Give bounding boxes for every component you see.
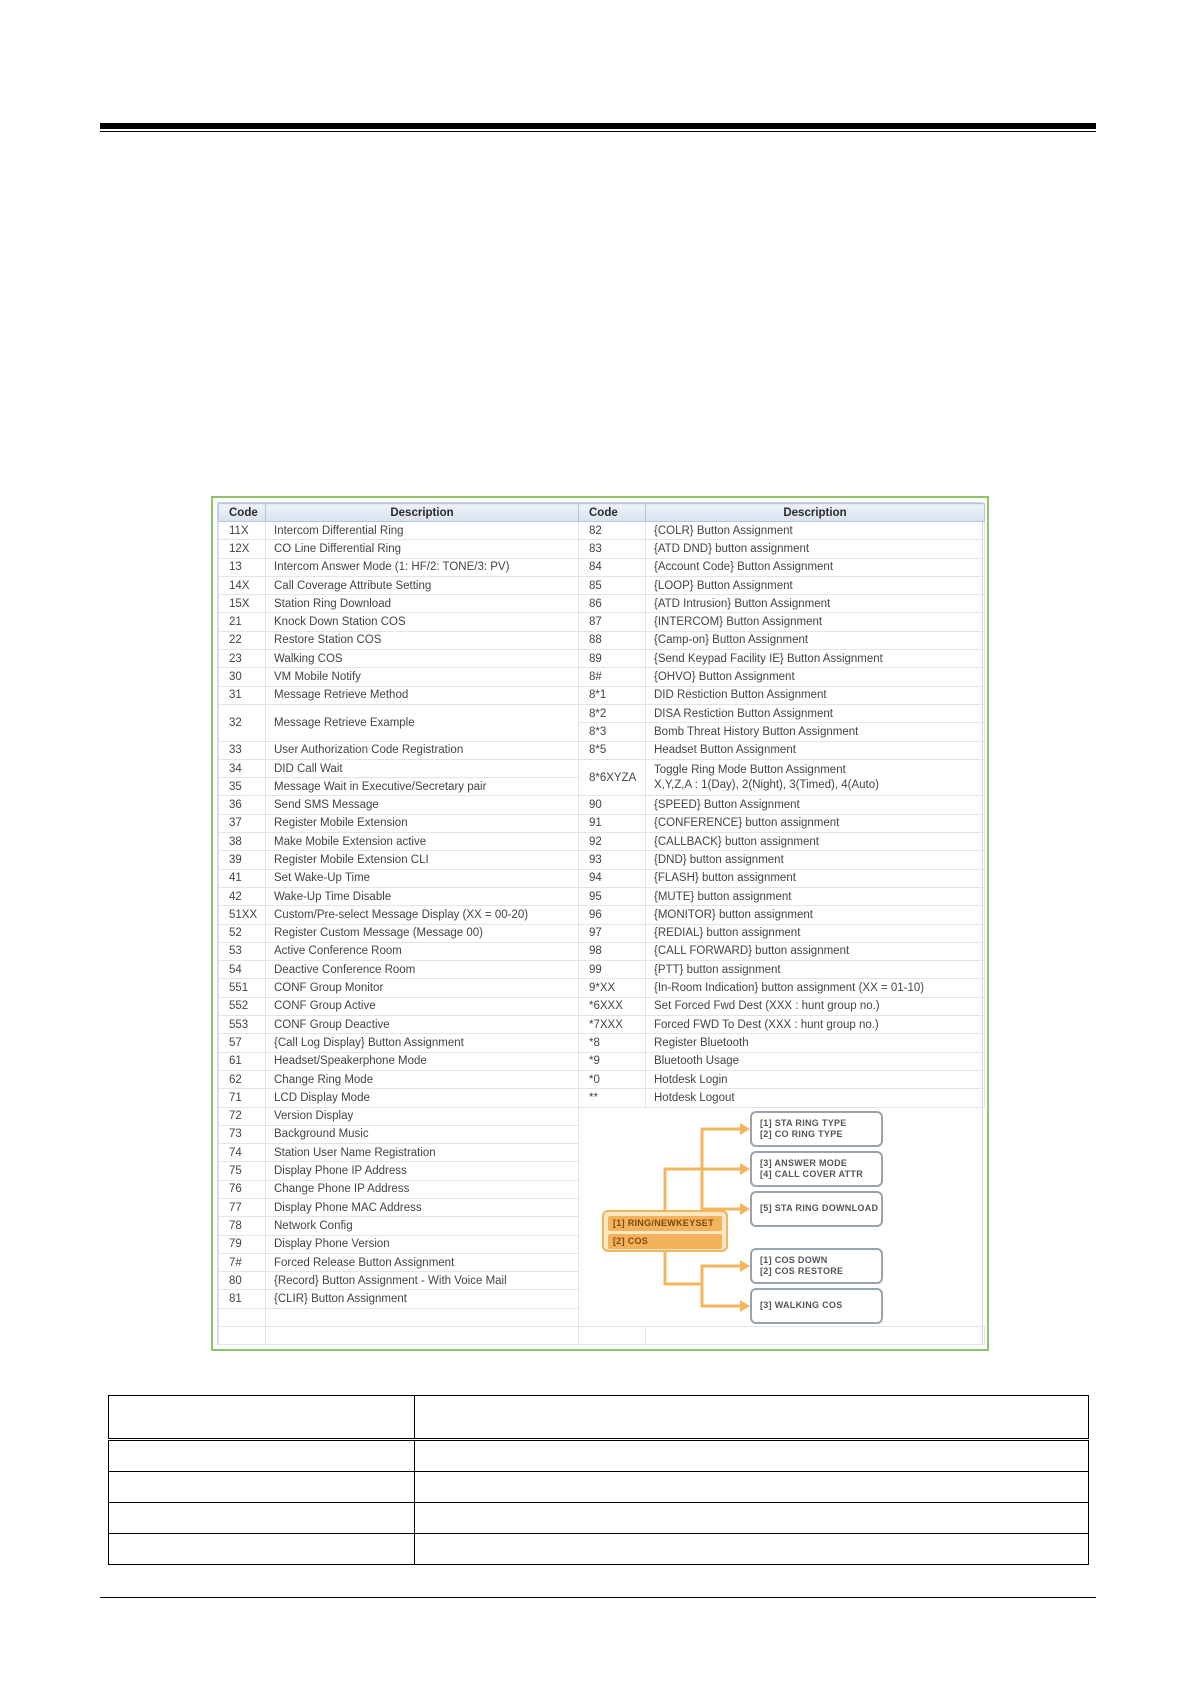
description-cell: Message Retrieve Method — [266, 686, 579, 704]
description-line-2: X,Y,Z,A : 1(Day), 2(Night), 3(Timed), 4(Auto) — [654, 778, 879, 791]
table-header-row — [219, 504, 985, 522]
table-row — [219, 558, 985, 576]
description-cell: Display Phone IP Address — [266, 1162, 579, 1180]
table-row — [219, 979, 985, 997]
description-cell: {Call Log Display} Button Assignment — [266, 1034, 579, 1052]
code-cell: 30 — [219, 668, 266, 686]
table-row — [219, 613, 985, 631]
description-cell: Message Retrieve Example — [266, 704, 579, 741]
code-cell: 21 — [219, 613, 266, 631]
description-cell: User Authorization Code Registration — [266, 741, 579, 759]
code-cell: 97 — [579, 924, 646, 942]
description-cell: Display Phone MAC Address — [266, 1198, 579, 1216]
submenu-line: [4] CALL COVER ATTR — [760, 1169, 864, 1179]
code-cell: 32 — [219, 704, 266, 741]
submenu-box-ring-type — [750, 1111, 883, 1147]
code-cell: 80 — [219, 1272, 266, 1290]
code-cell: 62 — [219, 1070, 266, 1088]
code-cell: 8*2 — [579, 704, 646, 722]
arrowhead — [740, 1260, 750, 1272]
form-table-header-row — [109, 1396, 1089, 1440]
form-header-cell — [109, 1396, 415, 1440]
code-cell: 552 — [219, 997, 266, 1015]
code-cell: 7# — [219, 1253, 266, 1271]
table-row — [219, 1089, 985, 1107]
code-cell: 98 — [579, 942, 646, 960]
arrowhead — [740, 1123, 750, 1135]
description-cell: {REDIAL} button assignment — [646, 924, 985, 942]
description-cell: Network Config — [266, 1217, 579, 1235]
code-cell: 89 — [579, 650, 646, 668]
table-row — [219, 997, 985, 1015]
submenu-line: [2] COS RESTORE — [760, 1266, 844, 1276]
arrow-line — [702, 1284, 740, 1306]
description-cell: Forced FWD To Dest (XXX : hunt group no.) — [646, 1016, 985, 1034]
code-cell: 82 — [579, 522, 646, 540]
table-row — [219, 906, 985, 924]
description-cell: Send SMS Message — [266, 796, 579, 814]
description-cell: {CLIR} Button Assignment — [266, 1290, 579, 1308]
header-rule-thin — [100, 131, 1096, 132]
code-cell: *8 — [579, 1034, 646, 1052]
code-cell: 74 — [219, 1144, 266, 1162]
code-cell: 12X — [219, 540, 266, 558]
description-cell: Register Custom Message (Message 00) — [266, 924, 579, 942]
code-cell: 36 — [219, 796, 266, 814]
code-cell: 33 — [219, 741, 266, 759]
form-table-row — [109, 1503, 1089, 1534]
code-cell: 90 — [579, 796, 646, 814]
form-table-row — [109, 1440, 1089, 1472]
code-cell: 73 — [219, 1125, 266, 1143]
code-cell: 85 — [579, 576, 646, 594]
description-cell: {PTT} button assignment — [646, 961, 985, 979]
table-row — [219, 576, 985, 594]
arrow-line — [702, 1169, 740, 1209]
code-cell: 83 — [579, 540, 646, 558]
description-cell: Make Mobile Extension active — [266, 833, 579, 851]
empty-cell — [266, 1308, 579, 1326]
code-cell: 95 — [579, 887, 646, 905]
arrow-line — [665, 1252, 740, 1284]
description-cell: {MUTE} button assignment — [646, 887, 985, 905]
description-cell: Register Mobile Extension — [266, 814, 579, 832]
table-row — [219, 668, 985, 686]
table-row — [219, 1016, 985, 1034]
form-cell — [109, 1534, 415, 1565]
code-cell: 42 — [219, 887, 266, 905]
table-row — [219, 540, 985, 558]
table-row — [219, 1034, 985, 1052]
description-cell: {ATD Intrusion} Button Assignment — [646, 595, 985, 613]
description-cell: CO Line Differential Ring — [266, 540, 579, 558]
description-cell: Restore Station COS — [266, 631, 579, 649]
description-cell: Intercom Differential Ring — [266, 522, 579, 540]
submenu-line: [5] STA RING DOWNLOAD — [760, 1203, 879, 1213]
code-cell: 551 — [219, 979, 266, 997]
description-cell: {OHVO} Button Assignment — [646, 668, 985, 686]
description-cell: {SPEED} Button Assignment — [646, 796, 985, 814]
code-cell: 41 — [219, 869, 266, 887]
code-cell: 13 — [219, 558, 266, 576]
form-cell — [109, 1472, 415, 1503]
code-cell: 8# — [579, 668, 646, 686]
table-row — [219, 833, 985, 851]
code-cell: 79 — [219, 1235, 266, 1253]
code-cell: 37 — [219, 814, 266, 832]
code-cell: *0 — [579, 1070, 646, 1088]
code-cell: 8*1 — [579, 686, 646, 704]
code-cell: 77 — [219, 1198, 266, 1216]
code-list-screenshot — [211, 496, 989, 1351]
description-cell: Call Coverage Attribute Setting — [266, 576, 579, 594]
code-cell: 93 — [579, 851, 646, 869]
header-code-left: Code — [219, 504, 266, 522]
description-cell: {INTERCOM} Button Assignment — [646, 613, 985, 631]
form-header-cell — [414, 1396, 1088, 1440]
table-row — [219, 869, 985, 887]
code-cell: 72 — [219, 1107, 266, 1125]
header-description-left: Description — [266, 504, 579, 522]
ring-cos-menu-diagram — [580, 1109, 980, 1352]
description-cell: {LOOP} Button Assignment — [646, 576, 985, 594]
form-table-row — [109, 1534, 1089, 1565]
description-cell: CONF Group Monitor — [266, 979, 579, 997]
description-line-1: Toggle Ring Mode Button Assignment — [654, 763, 846, 776]
code-cell: 8*3 — [579, 723, 646, 741]
arrowhead — [740, 1300, 750, 1312]
code-cell: 81 — [219, 1290, 266, 1308]
description-cell: {Camp-on} Button Assignment — [646, 631, 985, 649]
form-cell — [414, 1440, 1088, 1472]
description-cell: Bluetooth Usage — [646, 1052, 985, 1070]
form-cell — [109, 1503, 415, 1534]
table-row — [219, 942, 985, 960]
submenu-box-answer-mode — [750, 1151, 883, 1187]
submenu-line: [3] ANSWER MODE — [760, 1158, 848, 1168]
code-cell: 71 — [219, 1089, 266, 1107]
main-menu-box — [602, 1210, 728, 1252]
description-cell: Register Bluetooth — [646, 1034, 985, 1052]
form-cell — [414, 1472, 1088, 1503]
table-row — [219, 961, 985, 979]
table-row — [219, 851, 985, 869]
table-row — [219, 887, 985, 905]
table-row — [219, 814, 985, 832]
description-cell: Headset Button Assignment — [646, 741, 985, 759]
code-cell: 9*XX — [579, 979, 646, 997]
description-cell: Bomb Threat History Button Assignment — [646, 723, 985, 741]
description-cell: Deactive Conference Room — [266, 961, 579, 979]
empty-cell — [219, 1326, 266, 1344]
code-cell: 38 — [219, 833, 266, 851]
submenu-line: [2] CO RING TYPE — [760, 1129, 843, 1139]
code-cell: 53 — [219, 942, 266, 960]
submenu-box-ring-download — [750, 1191, 883, 1227]
description-cell: Walking COS — [266, 650, 579, 668]
description-cell: {COLR} Button Assignment — [646, 522, 985, 540]
code-cell: 75 — [219, 1162, 266, 1180]
description-cell: {CONFERENCE} button assignment — [646, 814, 985, 832]
submenu-line: [1] COS DOWN — [760, 1255, 828, 1265]
code-cell: 76 — [219, 1180, 266, 1198]
description-cell: Station Ring Download — [266, 595, 579, 613]
description-cell: Active Conference Room — [266, 942, 579, 960]
screenshot-inner — [217, 502, 983, 1345]
code-cell: 99 — [579, 961, 646, 979]
description-cell: Set Wake-Up Time — [266, 869, 579, 887]
description-cell: Intercom Answer Mode (1: HF/2: TONE/3: PV) — [266, 558, 579, 576]
empty-cell — [219, 1308, 266, 1326]
form-cell — [414, 1534, 1088, 1565]
menu-item-ring-newkeyset: [1] RING/NEWKEYSET — [608, 1216, 722, 1231]
code-cell: 14X — [219, 576, 266, 594]
description-cell: {Send Keypad Facility IE} Button Assignment — [646, 650, 985, 668]
code-cell: 8*6XYZA — [579, 759, 646, 796]
arrowhead — [740, 1163, 750, 1175]
code-cell: *7XXX — [579, 1016, 646, 1034]
table-row — [219, 759, 985, 777]
menu-item-cos: [2] COS — [608, 1234, 722, 1249]
description-cell: CONF Group Active — [266, 997, 579, 1015]
code-cell: *9 — [579, 1052, 646, 1070]
header-code-right: Code — [579, 504, 646, 522]
description-cell: Forced Release Button Assignment — [266, 1253, 579, 1271]
code-cell: 15X — [219, 595, 266, 613]
code-cell: 35 — [219, 778, 266, 796]
description-cell: Message Wait in Executive/Secretary pair — [266, 778, 579, 796]
empty-form-table — [108, 1395, 1089, 1565]
description-cell: {MONITOR} button assignment — [646, 906, 985, 924]
code-cell: ** — [579, 1089, 646, 1107]
submenu-box-cos-down — [750, 1248, 883, 1284]
header-rule — [100, 123, 1096, 129]
code-cell: *6XXX — [579, 997, 646, 1015]
code-cell: 61 — [219, 1052, 266, 1070]
description-cell: LCD Display Mode — [266, 1089, 579, 1107]
description-cell: DID Restiction Button Assignment — [646, 686, 985, 704]
form-cell — [109, 1440, 415, 1472]
table-row — [219, 522, 985, 540]
code-cell: 92 — [579, 833, 646, 851]
description-cell: Set Forced Fwd Dest (XXX : hunt group no.) — [646, 997, 985, 1015]
description-cell: Register Mobile Extension CLI — [266, 851, 579, 869]
code-cell: 23 — [219, 650, 266, 668]
description-cell-two-line — [646, 759, 985, 796]
table-row — [219, 1052, 985, 1070]
table-row — [219, 595, 985, 613]
code-cell: 57 — [219, 1034, 266, 1052]
code-cell: 39 — [219, 851, 266, 869]
description-cell: Custom/Pre-select Message Display (XX = 00-20) — [266, 906, 579, 924]
description-cell: Background Music — [266, 1125, 579, 1143]
description-cell: {Record} Button Assignment - With Voice Mail — [266, 1272, 579, 1290]
table-row — [219, 631, 985, 649]
code-cell: 94 — [579, 869, 646, 887]
description-cell: VM Mobile Notify — [266, 668, 579, 686]
description-cell: Station User Name Registration — [266, 1144, 579, 1162]
description-cell: Hotdesk Logout — [646, 1089, 985, 1107]
description-cell: {FLASH} button assignment — [646, 869, 985, 887]
description-cell: {In-Room Indication} button assignment (XX = 01-10) — [646, 979, 985, 997]
code-cell: 86 — [579, 595, 646, 613]
code-cell: 96 — [579, 906, 646, 924]
description-cell: Headset/Speakerphone Mode — [266, 1052, 579, 1070]
table-row — [219, 1070, 985, 1088]
table-row — [219, 704, 985, 722]
table-row — [219, 686, 985, 704]
description-cell: Display Phone Version — [266, 1235, 579, 1253]
code-cell: 31 — [219, 686, 266, 704]
description-cell: DISA Restiction Button Assignment — [646, 704, 985, 722]
table-row — [219, 650, 985, 668]
description-cell: {DND} button assignment — [646, 851, 985, 869]
description-cell: Knock Down Station COS — [266, 613, 579, 631]
table-row — [219, 924, 985, 942]
submenu-line: [1] STA RING TYPE — [760, 1118, 847, 1128]
description-cell: Change Phone IP Address — [266, 1180, 579, 1198]
description-cell: {CALLBACK} button assignment — [646, 833, 985, 851]
code-cell: 84 — [579, 558, 646, 576]
empty-cell — [266, 1326, 579, 1344]
description-cell: {Account Code} Button Assignment — [646, 558, 985, 576]
code-cell: 91 — [579, 814, 646, 832]
table-row — [219, 796, 985, 814]
code-cell: 88 — [579, 631, 646, 649]
description-cell: CONF Group Deactive — [266, 1016, 579, 1034]
submenu-line: [3] WALKING COS — [760, 1300, 843, 1310]
code-cell: 54 — [219, 961, 266, 979]
footer-rule — [100, 1597, 1096, 1598]
table-row — [219, 741, 985, 759]
code-cell: 34 — [219, 759, 266, 777]
code-cell: 52 — [219, 924, 266, 942]
description-cell: Wake-Up Time Disable — [266, 887, 579, 905]
arrowhead — [740, 1203, 750, 1215]
submenu-box-walking-cos — [750, 1288, 883, 1324]
form-cell — [414, 1503, 1088, 1534]
code-cell: 553 — [219, 1016, 266, 1034]
description-cell: {CALL FORWARD} button assignment — [646, 942, 985, 960]
code-cell: 11X — [219, 522, 266, 540]
description-cell: Change Ring Mode — [266, 1070, 579, 1088]
description-cell: DID Call Wait — [266, 759, 579, 777]
description-cell: Hotdesk Login — [646, 1070, 985, 1088]
code-cell: 87 — [579, 613, 646, 631]
code-cell: 22 — [219, 631, 266, 649]
header-description-right: Description — [646, 504, 985, 522]
code-cell: 78 — [219, 1217, 266, 1235]
description-cell: {ATD DND} button assignment — [646, 540, 985, 558]
form-table-row — [109, 1472, 1089, 1503]
code-cell: 8*5 — [579, 741, 646, 759]
code-cell: 51XX — [219, 906, 266, 924]
description-cell: Version Display — [266, 1107, 579, 1125]
